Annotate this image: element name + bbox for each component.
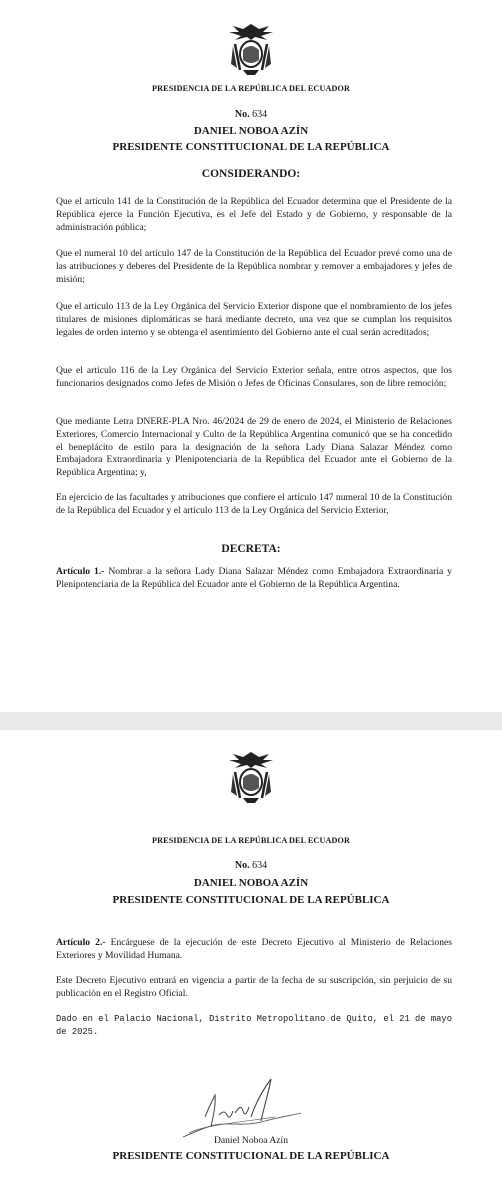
- considerando-heading: CONSIDERANDO:: [201, 168, 301, 180]
- signatory-name: Daniel Noboa Azín: [213, 1135, 289, 1146]
- presidencia-header: PRESIDENCIA DE LA REPÚBLICA DEL ECUADOR: [152, 84, 350, 93]
- considerando-paragraph-2: Que el numeral 10 del artículo 147 de la Constitución de la República del Ecuador prevé como una de las atribuciones y deberes del Presidente de la República nombrar y remover a embajadores y jefes de misión;: [56, 248, 452, 285]
- president-name: DANIEL NOBOA AZÍN: [193, 125, 309, 137]
- president-title-page-2: PRESIDENTE CONSTITUCIONAL DE LA REPÚBLICA: [112, 894, 390, 906]
- page-separator: [0, 712, 502, 730]
- considerando-paragraph-5: Que mediante Letra DNERE-PLA Nro. 46/2024 de 29 de enero de 2024, el Ministerio de Relaciones Exteriores, Comercio Internacional y Culto de la República Argentina comunicó que se ha concedido el beneplácito de estilo para la designación de la señora Lady Diana Salazar Méndez como Embajadora Extraordinaria y Plenipotenciaria de la República del Ecuador ante el Gobierno de la República Argentina; y,: [56, 416, 452, 479]
- ecuador-coat-of-arms-icon: [221, 748, 281, 808]
- ecuador-coat-of-arms-icon: [221, 20, 281, 80]
- considerando-paragraph-4: Que el artículo 116 de la Ley Orgánica del Servicio Exterior señala, entre otros aspectos, que los funcionarios designados como Jefes de Misión o Jefes de Oficinas Consulares, son de libre remoción;: [56, 365, 452, 389]
- decree-number: [0, 109, 502, 120]
- considerando-paragraph-3: Que el artículo 113 de la Ley Orgánica del Servicio Exterior dispone que el nombramiento de los jefes titulares de misiones diplomáticas se hará mediante decreto, una vez que se cumplan los requisitos legales de orden interno y se obtenga el asentimiento del Gobierno ante el cual serán acreditados;: [56, 301, 452, 338]
- signatory-title: PRESIDENTE CONSTITUCIONAL DE LA REPÚBLICA: [112, 1150, 390, 1162]
- considerando-paragraph-6: En ejercicio de las facultades y atribuciones que confiere el artículo 147 numeral 10 de la Constitución de la República del Ecuador y el artículo 113 de la Ley Orgánica del Servicio Exterior,: [56, 492, 452, 516]
- decree-number-label: No.: [234, 860, 250, 871]
- vigencia-paragraph: Este Decreto Ejecutivo entrará en vigencia a partir de la fecha de su suscripción, sin perjuicio de su publicación en el Registro Oficial.: [56, 975, 452, 999]
- decree-number-value: 634: [252, 860, 268, 871]
- articulo-2-text: Encárguese de la ejecución de este Decreto Ejecutivo al Ministerio de Relaciones Exteriores y Movilidad Humana.: [56, 937, 452, 961]
- president-name-page-2: DANIEL NOBOA AZÍN: [193, 877, 309, 889]
- decree-number-label: No.: [234, 109, 250, 120]
- decreta-heading: DECRETA:: [221, 543, 281, 555]
- articulo-2: [56, 937, 452, 963]
- decree-number-page-2: [0, 860, 502, 871]
- articulo-1: [56, 566, 452, 592]
- articulo-2-label: Artículo 2.-: [56, 937, 106, 948]
- decree-number-value: 634: [252, 109, 268, 120]
- considerando-paragraph-1: Que el artículo 141 de la Constitución de la República del Ecuador determina que el Presidente de la República ejerce la Función Ejecutiva, es el Jefe del Estado y de Gobierno, y responsable de la administración pública;: [56, 196, 452, 233]
- presidencia-header-page-2: PRESIDENCIA DE LA REPÚBLICA DEL ECUADOR: [152, 836, 350, 845]
- articulo-1-label: Artículo 1.-: [56, 566, 105, 577]
- president-title: PRESIDENTE CONSTITUCIONAL DE LA REPÚBLICA: [112, 141, 390, 153]
- articulo-1-text: Nombrar a la señora Lady Diana Salazar Méndez como Embajadora Extraordinaria y Plenipotenciaria de la República del Ecuador ante el Gobierno de la República Argentina.: [56, 566, 452, 590]
- dado-en-paragraph: Dado en el Palacio Nacional, Distrito Metropolitano de Quito, el 21 de mayo de 2025.: [56, 1014, 452, 1037]
